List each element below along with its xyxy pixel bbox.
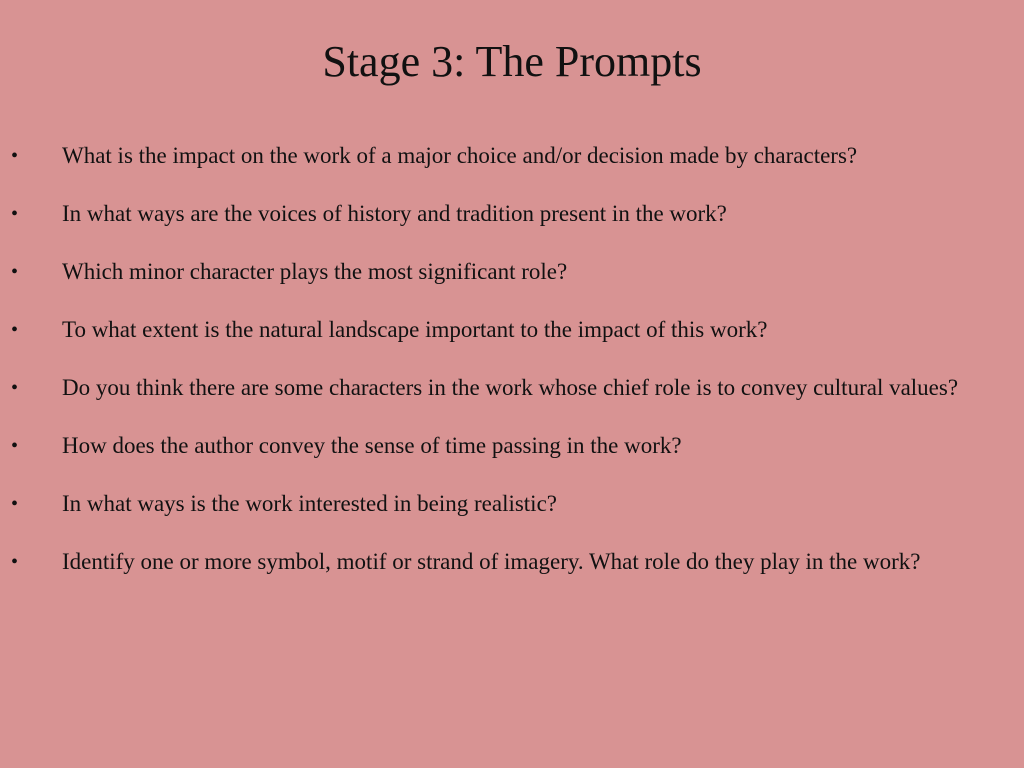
list-item-text: How does the author convey the sense of time passing in the work?: [62, 433, 682, 458]
list-item-text: Do you think there are some characters in the work whose chief role is to convey cultural values?: [62, 375, 959, 400]
bullet-icon: •: [11, 319, 19, 341]
list-item-text: In what ways is the work interested in being realistic?: [62, 491, 557, 516]
list-item-text: Identify one or more symbol, motif or strand of imagery. What role do they play in the work?: [62, 549, 921, 574]
bullet-icon: •: [11, 145, 19, 167]
list-item-text: In what ways are the voices of history and tradition present in the work?: [62, 201, 727, 226]
list-item: [0, 246, 1024, 298]
list-item-text: Which minor character plays the most significant role?: [62, 259, 568, 284]
list-item: [0, 362, 1024, 414]
prompt-list: [0, 130, 1024, 594]
bullet-icon: •: [11, 203, 19, 225]
bullet-icon: •: [11, 551, 19, 573]
list-item: [0, 130, 1024, 182]
list-item-text: To what extent is the natural landscape important to the impact of this work?: [62, 317, 768, 342]
list-item-text: What is the impact on the work of a major choice and/or decision made by characters?: [62, 143, 858, 168]
list-item: [0, 188, 1024, 240]
slide-title: Stage 3: The Prompts: [322, 37, 702, 86]
list-item: [0, 420, 1024, 472]
list-item: [0, 478, 1024, 530]
bullet-icon: •: [11, 435, 19, 457]
list-item: [0, 304, 1024, 356]
bullet-icon: •: [11, 493, 19, 515]
list-item: [0, 536, 1024, 588]
bullet-icon: •: [11, 377, 19, 399]
bullet-icon: •: [11, 261, 19, 283]
